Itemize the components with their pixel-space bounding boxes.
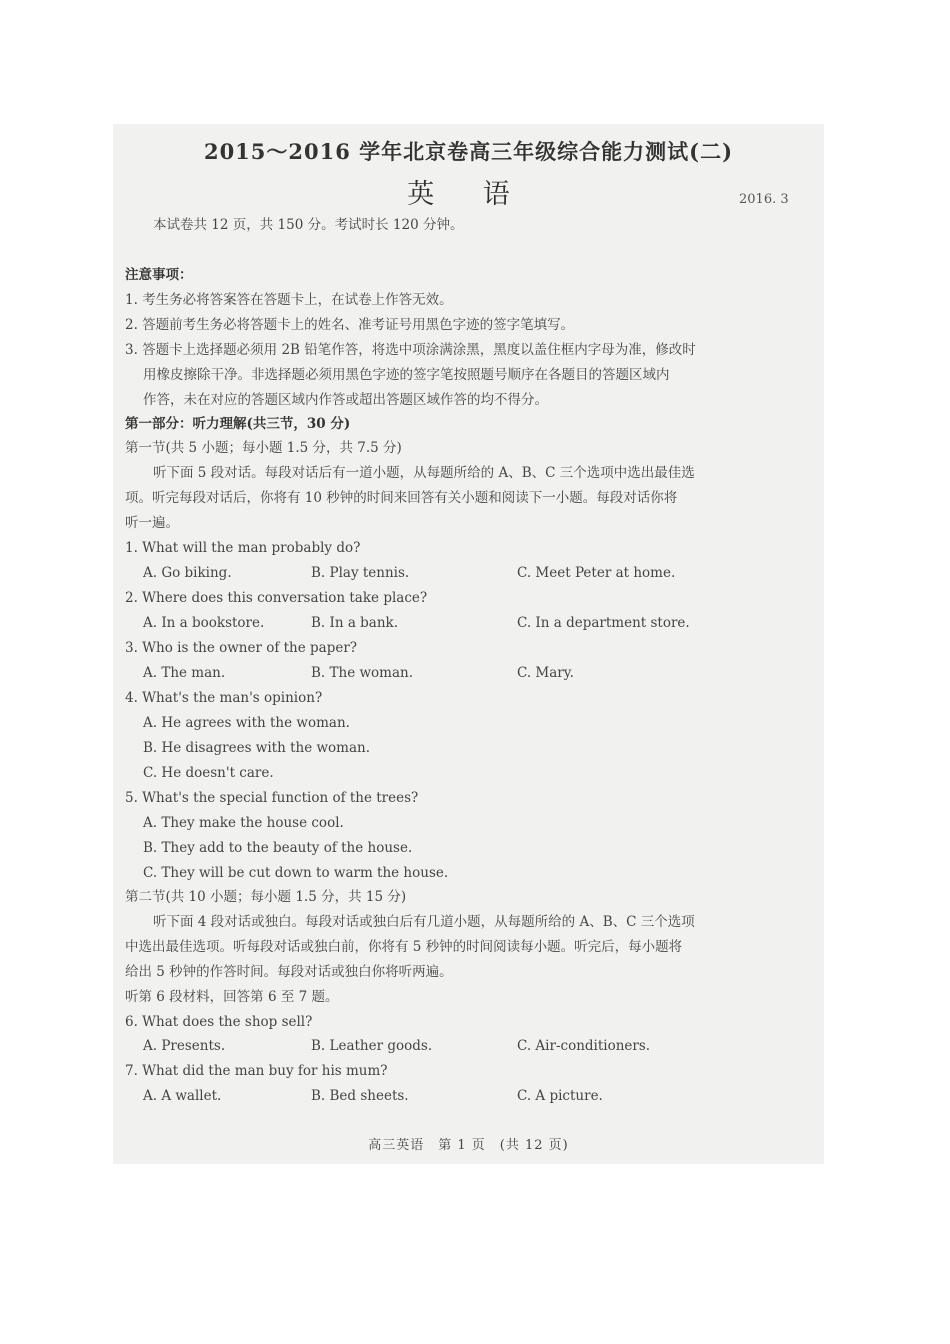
q7-option-b: B. Bed sheets. [311, 1088, 409, 1104]
note-item: 1. 考生务必将答案答在答题卡上，在试卷上作答无效。 [125, 292, 453, 308]
q3-option-b: B. The woman. [311, 665, 414, 681]
part1-heading: 第一部分：听力理解(共三节，30 分) [125, 416, 351, 432]
q4-option-b: B. He disagrees with the woman. [143, 740, 370, 756]
note-item: 用橡皮擦除干净。非选择题必须用黑色字迹的签字笔按照题号顺序在各题目的答题区域内 [143, 367, 670, 383]
q5-option-a: A. They make the house cool. [143, 815, 344, 831]
section1-heading: 第一节(共 5 小题；每小题 1.5 分，共 7.5 分) [125, 440, 402, 456]
subject-title: 英 语 [407, 179, 530, 210]
exam-page [113, 124, 824, 1164]
q5-option-c: C. They will be cut down to warm the house. [143, 865, 449, 881]
q6-option-b: B. Leather goods. [311, 1038, 433, 1054]
section2-intro: 中选出最佳选项。听每段对话或独白前，你将有 5 秒钟的时间阅读每小题。听完后，每小题将 [125, 939, 683, 955]
note-item: 作答，未在对应的答题区域内作答或超出答题区域作答的均不得分。 [143, 392, 548, 408]
q1-option-a: A. Go biking. [143, 565, 232, 581]
q5-option-b: B. They add to the beauty of the house. [143, 840, 413, 856]
question-6: 6. What does the shop sell? [125, 1014, 313, 1030]
q1-option-c: C. Meet Peter at home. [517, 565, 676, 581]
section2-intro: 给出 5 秒钟的作答时间。每段对话或独白你将听两遍。 [125, 964, 453, 980]
question-4: 4. What's the man's opinion? [125, 690, 323, 706]
q7-option-c: C. A picture. [517, 1088, 603, 1104]
exam-title: 2015～2016 学年北京卷高三年级综合能力测试(二) [203, 139, 734, 164]
q2-option-b: B. In a bank. [311, 615, 399, 631]
q4-option-a: A. He agrees with the woman. [143, 715, 350, 731]
question-7: 7. What did the man buy for his mum? [125, 1063, 388, 1079]
section1-intro: 听一遍。 [125, 515, 179, 531]
q6-option-c: C. Air-conditioners. [517, 1038, 651, 1054]
q3-option-c: C. Mary. [517, 665, 574, 681]
q7-option-a: A. A wallet. [143, 1088, 222, 1104]
exam-date: 2016. 3 [739, 192, 789, 207]
q6-option-a: A. Presents. [143, 1038, 226, 1054]
exam-info: 本试卷共 12 页，共 150 分。考试时长 120 分钟。 [153, 217, 464, 233]
q1-option-b: B. Play tennis. [311, 565, 410, 581]
section1-intro: 项。听完每段对话后，你将有 10 秒钟的时间来回答有关小题和阅读下一小题。每段对话你将 [125, 490, 678, 506]
section1-intro: 听下面 5 段对话。每段对话后有一道小题，从每题所给的 A、B、C 三个选项中选出最佳选 [153, 465, 695, 481]
q4-option-c: C. He doesn't care. [143, 765, 274, 781]
question-2: 2. Where does this conversation take place? [125, 590, 428, 606]
question-1: 1. What will the man probably do? [125, 540, 361, 556]
q3-option-a: A. The man. [143, 665, 226, 681]
note-item: 3. 答题卡上选择题必须用 2B 铅笔作答，将选中项涂满涂黑，黑度以盖住框内字母为准，修改时 [125, 342, 696, 358]
material-instruction: 听第 6 段材料，回答第 6 至 7 题。 [125, 989, 339, 1005]
question-3: 3. Who is the owner of the paper? [125, 640, 358, 656]
section2-heading: 第二节(共 10 小题；每小题 1.5 分，共 15 分) [125, 889, 407, 905]
q2-option-c: C. In a department store. [517, 615, 690, 631]
question-5: 5. What's the special function of the trees? [125, 790, 419, 806]
section2-intro: 听下面 4 段对话或独白。每段对话或独白后有几道小题，从每题所给的 A、B、C 三个选项 [153, 914, 695, 930]
page-footer: 高三英语 第 1 页 (共 12 页) [368, 1138, 569, 1153]
q2-option-a: A. In a bookstore. [143, 615, 265, 631]
notes-heading: 注意事项： [125, 267, 193, 283]
note-item: 2. 答题前考生务必将答题卡上的姓名、准考证号用黑色字迹的签字笔填写。 [125, 317, 575, 333]
